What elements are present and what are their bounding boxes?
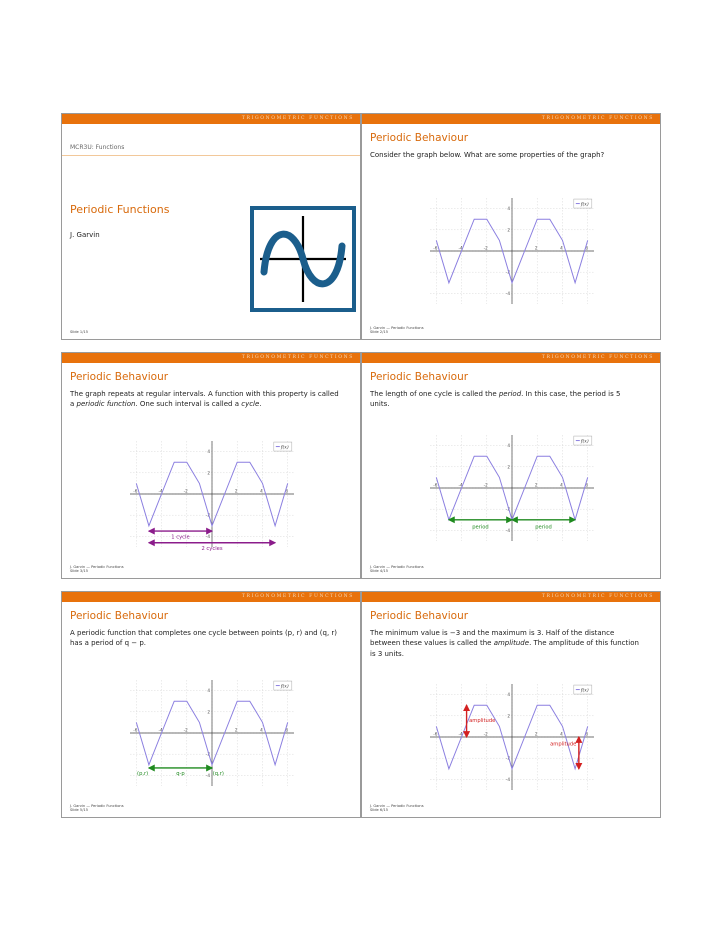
slide-6 <box>361 591 661 818</box>
x-tick-label: 6 <box>285 727 289 733</box>
x-tick-label: -4 <box>158 727 163 733</box>
y-tick-label: -2 <box>205 751 210 757</box>
slide-header-bar: TRIGONOMETRIC FUNCTIONS <box>362 114 660 124</box>
y-tick-label: -2 <box>205 512 210 518</box>
footer-name: J. Garvin — Periodic Functions <box>370 325 424 330</box>
cycle-label-2: 2 cycles <box>201 546 223 553</box>
x-tick-label: 6 <box>585 731 589 737</box>
x-tick-label: -2 <box>483 731 488 737</box>
x-tick-label: -6 <box>133 727 138 733</box>
slide-header-bar: TRIGONOMETRIC FUNCTIONS <box>62 114 360 124</box>
slide-header-bar: TRIGONOMETRIC FUNCTIONS <box>62 353 360 363</box>
function-graph <box>122 435 302 553</box>
slide-header-bar: TRIGONOMETRIC FUNCTIONS <box>62 592 360 602</box>
slide-number: Slide 3/15 <box>70 569 88 574</box>
point-q-label: (q,r) <box>212 770 224 777</box>
legend-label: f(x) <box>280 684 289 690</box>
slide-1 <box>61 113 361 340</box>
x-tick-label: 6 <box>585 482 589 488</box>
slide-header-bar: TRIGONOMETRIC FUNCTIONS <box>362 592 660 602</box>
slide-number: Slide 4/15 <box>370 569 388 574</box>
slide-text: The length of one cycle is called the period. In this case, the period is 5 units. <box>370 390 621 409</box>
amplitude-label-2: amplitude <box>550 741 577 748</box>
x-tick-label: 2 <box>234 727 238 733</box>
y-tick-label: -4 <box>205 533 210 539</box>
x-tick-label: -6 <box>133 488 138 494</box>
function-graph <box>122 674 302 792</box>
slide-footer <box>370 326 424 335</box>
x-tick-label: -6 <box>433 245 438 251</box>
footer-name: J. Garvin — Periodic Functions <box>370 803 424 808</box>
slide-footer <box>370 565 424 574</box>
x-tick-label: -4 <box>158 488 163 494</box>
legend-label: f(x) <box>580 202 589 208</box>
term-period: period <box>498 390 522 398</box>
x-tick-label: -2 <box>483 245 488 251</box>
sine-wave-logo-icon <box>250 206 356 312</box>
term-periodic-function: periodic function <box>76 400 136 409</box>
slide-title: Periodic Behaviour <box>370 132 469 144</box>
y-tick-label: 2 <box>207 470 210 476</box>
y-tick-label: -4 <box>205 772 210 778</box>
slide-footer <box>70 804 124 813</box>
term-cycle: cycle <box>241 400 260 409</box>
x-tick-label: -2 <box>483 482 488 488</box>
slide-4 <box>361 352 661 579</box>
slide-text: The graph repeats at regular intervals. A function with this property is called a periodic function. One such interval is called a cycle. <box>70 390 339 409</box>
slide-title: Periodic Behaviour <box>370 610 469 622</box>
x-tick-label: -2 <box>183 727 188 733</box>
function-graph <box>422 429 602 547</box>
y-tick-label: 4 <box>507 692 510 698</box>
function-graph <box>422 192 602 310</box>
y-tick-label: -4 <box>505 776 510 782</box>
x-tick-label: 2 <box>534 482 538 488</box>
legend-label: f(x) <box>580 688 589 694</box>
period-label-right: period <box>535 524 552 531</box>
slide-header-bar: TRIGONOMETRIC FUNCTIONS <box>362 353 660 363</box>
x-tick-label: -4 <box>458 482 463 488</box>
x-tick-label: 4 <box>260 488 263 494</box>
y-tick-label: 4 <box>507 206 510 212</box>
slide-number: Slide 2/15 <box>370 330 388 335</box>
y-tick-label: 4 <box>207 449 210 455</box>
slide-3 <box>61 352 361 579</box>
course-label: MCR3U: Functions <box>70 144 125 151</box>
cycle-label-1: 1 cycle <box>171 534 190 541</box>
slide-number: Slide 6/15 <box>370 808 388 813</box>
x-tick-label: 4 <box>560 482 563 488</box>
slide-title: Periodic Behaviour <box>70 610 169 622</box>
y-tick-label: 4 <box>507 443 510 449</box>
legend-label: f(x) <box>580 439 589 445</box>
slide-5 <box>61 591 361 818</box>
function-graph <box>422 678 602 796</box>
x-tick-label: 2 <box>534 245 538 251</box>
y-tick-label: 2 <box>507 227 510 233</box>
x-tick-label: 6 <box>585 245 589 251</box>
slide-text: The minimum value is −3 and the maximum is 3. Half of the distance between these values is called the amplitude. The amplitude of this function is 3 units. <box>370 629 639 658</box>
slide-number: Slide 5/15 <box>70 808 88 813</box>
y-tick-label: 4 <box>207 688 210 694</box>
legend-label: f(x) <box>280 445 289 451</box>
x-tick-label: 4 <box>560 731 563 737</box>
y-tick-label: -2 <box>505 506 510 512</box>
y-tick-label: 2 <box>207 709 210 715</box>
y-tick-label: -2 <box>505 269 510 275</box>
y-tick-label: 2 <box>507 713 510 719</box>
period-label-left: period <box>472 524 489 531</box>
period-q-minus-p-label: q-p <box>176 770 185 777</box>
y-tick-label: -4 <box>505 290 510 296</box>
slide-footer <box>370 804 424 813</box>
x-tick-label: 4 <box>560 245 563 251</box>
x-tick-label: 2 <box>234 488 238 494</box>
y-tick-label: -2 <box>505 755 510 761</box>
footer-name: J. Garvin — Periodic Functions <box>370 564 424 569</box>
slide-footer <box>70 565 124 574</box>
slide-text: A periodic function that completes one cycle between points (p, r) and (q, r) has a period of q − p. <box>70 629 338 648</box>
term-amplitude: amplitude <box>493 639 530 648</box>
presentation-title: Periodic Functions <box>70 203 170 216</box>
slide-title: Periodic Behaviour <box>70 371 169 383</box>
x-tick-label: 4 <box>260 727 263 733</box>
x-tick-label: 2 <box>534 731 538 737</box>
x-tick-label: -6 <box>433 482 438 488</box>
author-name: J. Garvin <box>70 231 100 239</box>
point-p-label: (p,r) <box>137 770 149 777</box>
slide-text: Consider the graph below. What are some properties of the graph? <box>370 151 605 159</box>
slide-number: Slide 1/15 <box>70 330 88 335</box>
x-tick-label: 6 <box>285 488 289 494</box>
slide-2 <box>361 113 661 340</box>
footer-name: J. Garvin — Periodic Functions <box>70 803 124 808</box>
amplitude-label-1: amplitude <box>469 718 496 725</box>
x-tick-label: -4 <box>458 731 463 737</box>
x-tick-label: -4 <box>458 245 463 251</box>
y-tick-label: -4 <box>505 527 510 533</box>
x-tick-label: -2 <box>183 488 188 494</box>
footer-name: J. Garvin — Periodic Functions <box>70 564 124 569</box>
y-tick-label: 2 <box>507 464 510 470</box>
slide-title: Periodic Behaviour <box>370 371 469 383</box>
x-tick-label: -6 <box>433 731 438 737</box>
divider <box>62 155 360 156</box>
